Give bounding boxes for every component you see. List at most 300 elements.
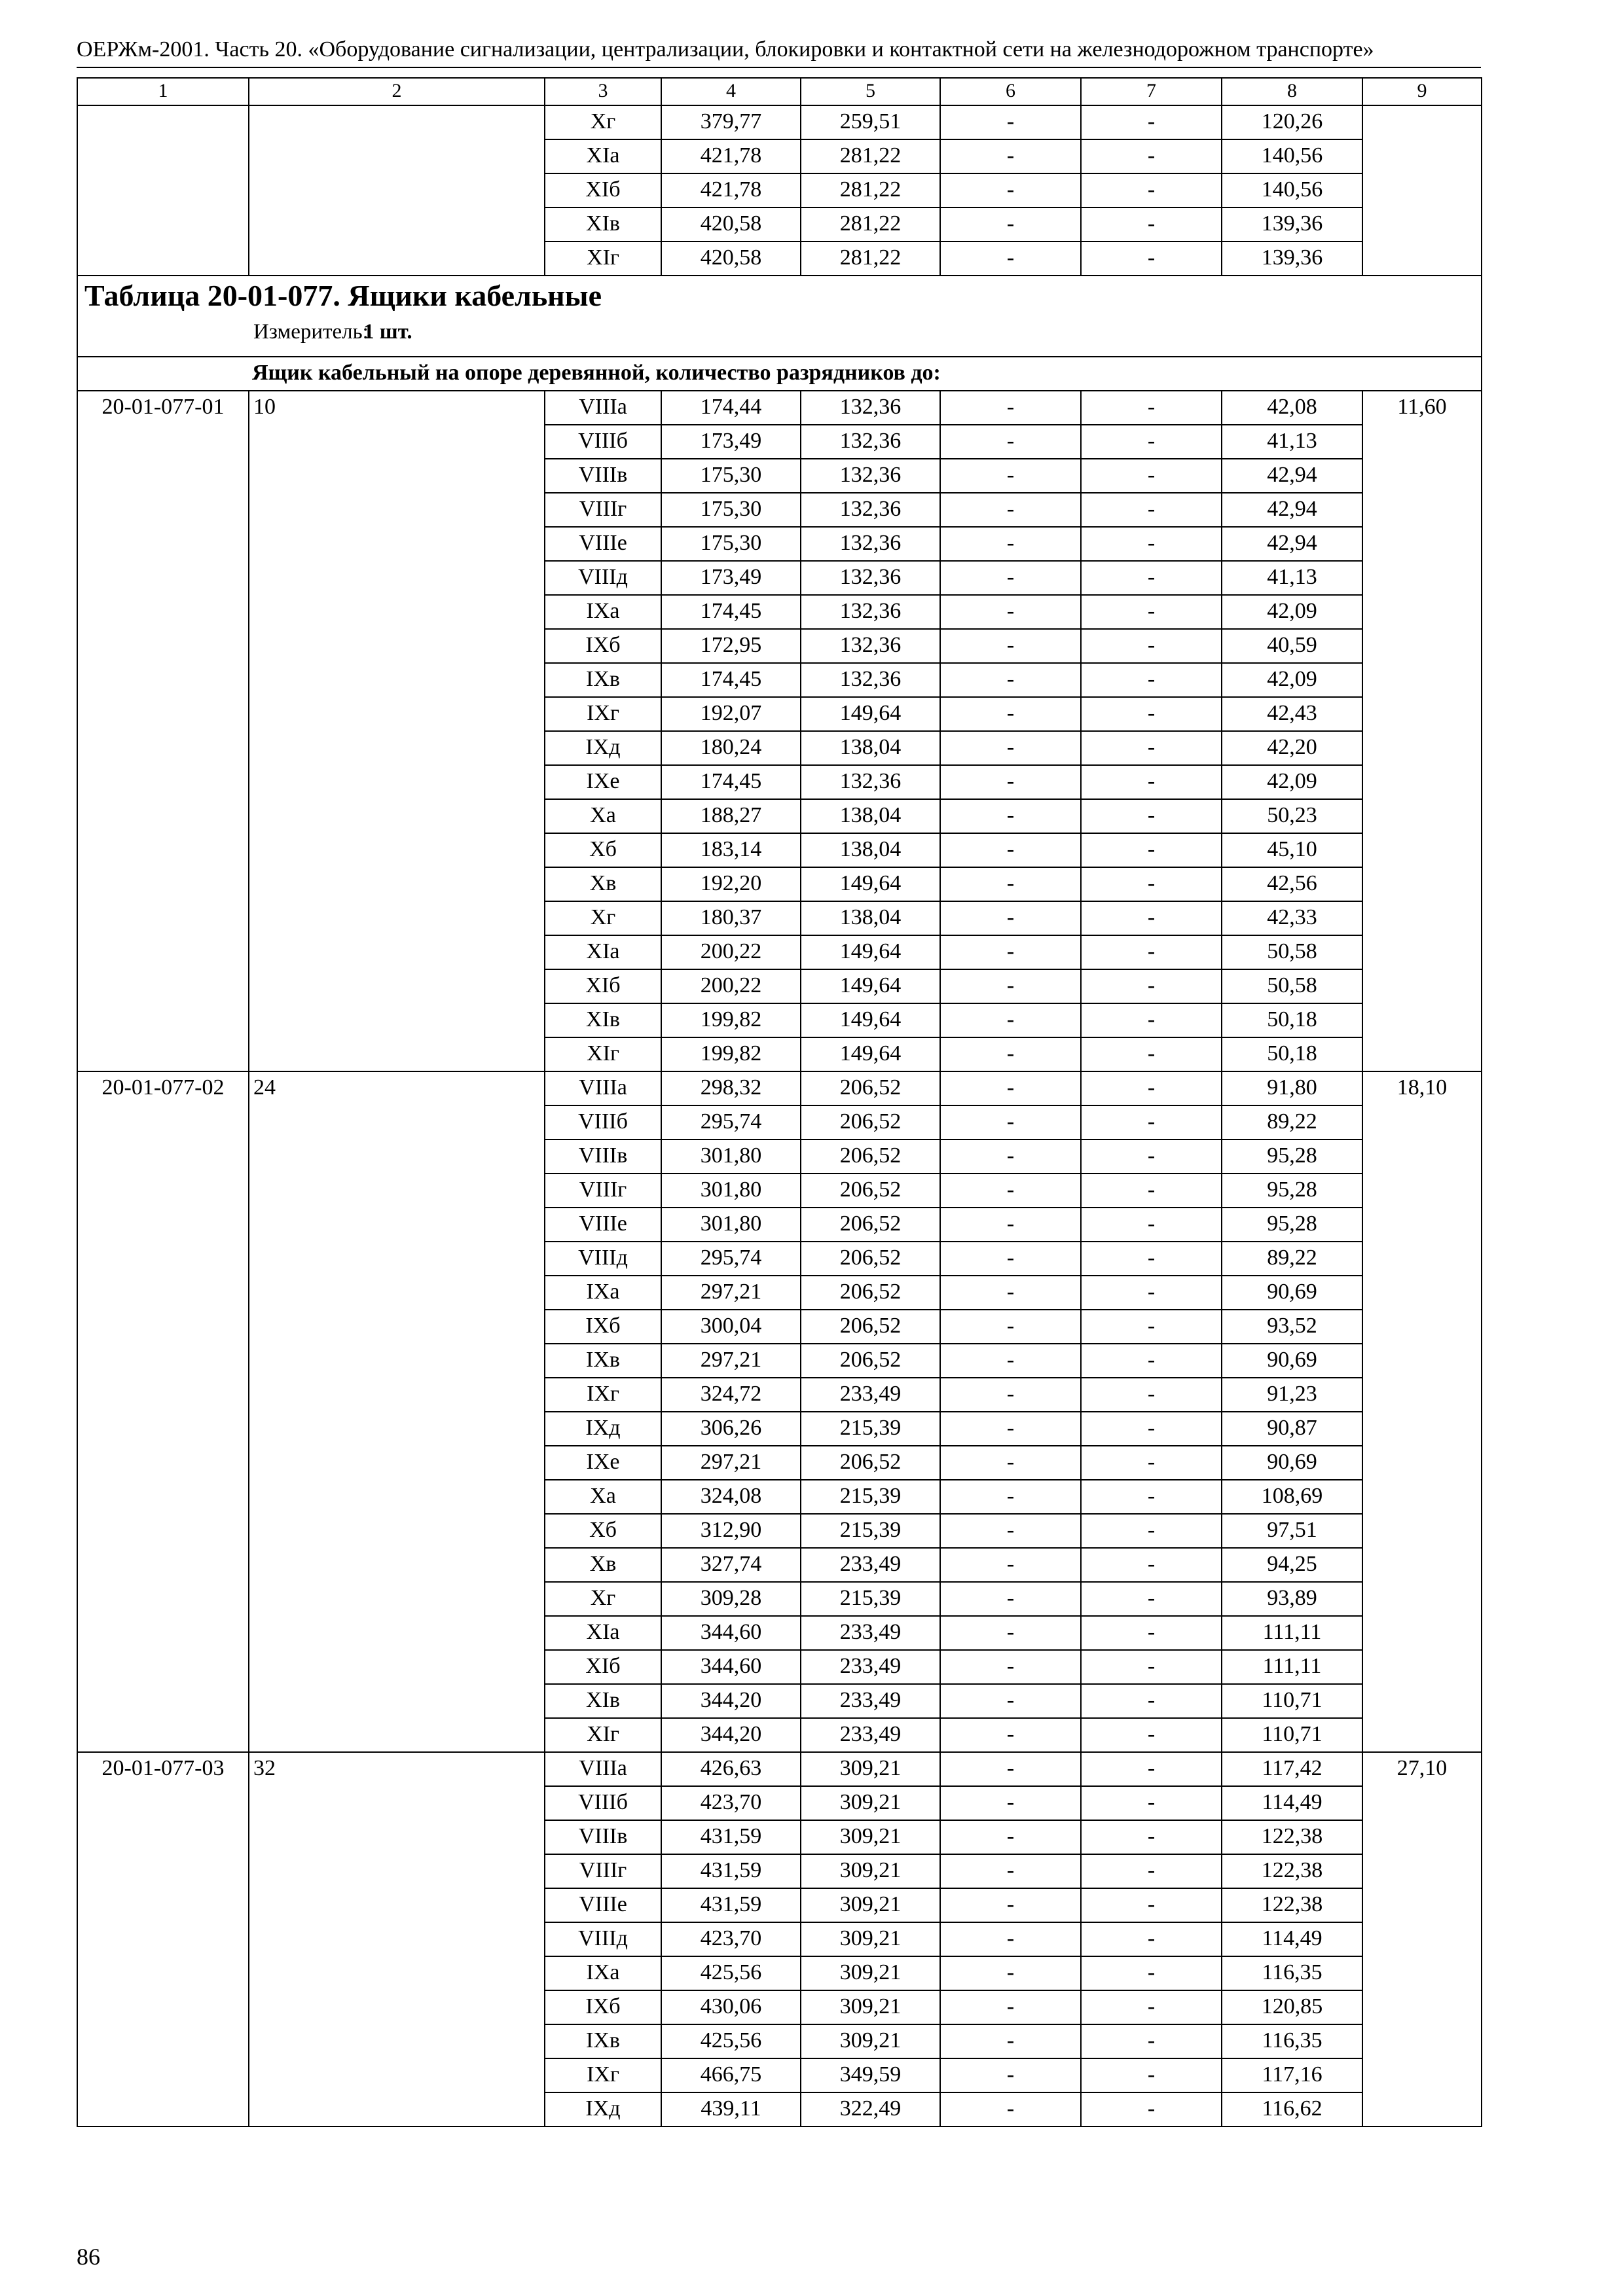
value-cell: VIIIа (545, 391, 661, 425)
value-cell: XIг (545, 1037, 661, 1071)
column-number-row (77, 78, 1482, 105)
value-cell: - (940, 1990, 1081, 2024)
value-cell: - (1081, 1174, 1222, 1208)
column-number: 4 (661, 78, 801, 105)
value-cell: - (940, 1208, 1081, 1242)
value-cell: 50,58 (1222, 969, 1362, 1003)
value-cell: 420,58 (661, 207, 801, 242)
value-cell: - (940, 969, 1081, 1003)
value-cell: - (1081, 1582, 1222, 1616)
value-cell: 309,28 (661, 1582, 801, 1616)
value-cell: 206,52 (801, 1174, 940, 1208)
value-cell: 45,10 (1222, 833, 1362, 867)
value-cell: - (1081, 1752, 1222, 1786)
unit-label: Измеритель: (253, 320, 369, 344)
value-cell: 132,36 (801, 459, 940, 493)
value-cell: 110,71 (1222, 1684, 1362, 1718)
value-cell: 122,38 (1222, 1888, 1362, 1922)
value-cell: - (940, 1820, 1081, 1854)
value-cell: - (1081, 1548, 1222, 1582)
value-cell: - (940, 1139, 1081, 1174)
value-cell: - (1081, 697, 1222, 731)
value-cell: 40,59 (1222, 629, 1362, 663)
value-cell: 138,04 (801, 799, 940, 833)
value-cell: - (1081, 731, 1222, 765)
value-cell: 42,94 (1222, 527, 1362, 561)
value-cell: 139,36 (1222, 207, 1362, 242)
value-cell: XIб (545, 1650, 661, 1684)
value-cell: 132,36 (801, 425, 940, 459)
value-cell: - (1081, 1412, 1222, 1446)
value-cell: VIIIа (545, 1752, 661, 1786)
value-cell: VIIIв (545, 1139, 661, 1174)
value-cell: - (940, 901, 1081, 935)
value-cell: 111,11 (1222, 1650, 1362, 1684)
value-cell: 120,26 (1222, 105, 1362, 139)
value-cell: 120,85 (1222, 1990, 1362, 2024)
value-cell: - (1081, 1990, 1222, 2024)
value-cell: 309,21 (801, 1752, 940, 1786)
value-cell: - (940, 1003, 1081, 1037)
value-cell: - (1081, 493, 1222, 527)
value-cell: 306,26 (661, 1412, 801, 1446)
value-cell: 116,62 (1222, 2092, 1362, 2126)
value-cell: 206,52 (801, 1139, 940, 1174)
value-cell: 180,37 (661, 901, 801, 935)
value-cell: - (940, 1888, 1081, 1922)
value-cell: - (940, 1105, 1081, 1139)
value-cell: 206,52 (801, 1276, 940, 1310)
value-cell: 421,78 (661, 173, 801, 207)
value-cell: - (1081, 139, 1222, 173)
value-cell: - (940, 1650, 1081, 1684)
value-cell: - (1081, 2058, 1222, 2092)
value-cell: - (940, 1582, 1081, 1616)
value-cell: 42,08 (1222, 391, 1362, 425)
value-cell: VIIIб (545, 425, 661, 459)
rate-name: 24 (249, 1071, 545, 1752)
value-cell: 431,59 (661, 1888, 801, 1922)
value-cell: 466,75 (661, 2058, 801, 2092)
value-cell: - (1081, 1718, 1222, 1752)
value-cell: VIIIг (545, 493, 661, 527)
value-cell: 233,49 (801, 1548, 940, 1582)
value-cell: 42,94 (1222, 459, 1362, 493)
value-cell: 233,49 (801, 1650, 940, 1684)
value-cell: VIIIг (545, 1854, 661, 1888)
value-cell: 233,49 (801, 1718, 940, 1752)
value-cell: - (1081, 1208, 1222, 1242)
value-cell: IXе (545, 765, 661, 799)
value-cell: - (1081, 1139, 1222, 1174)
value-cell: 91,80 (1222, 1071, 1362, 1105)
value-cell: 425,56 (661, 1956, 801, 1990)
rate-code: 20-01-077-03 (77, 1752, 249, 2126)
value-cell: 90,69 (1222, 1276, 1362, 1310)
value-cell: - (1081, 969, 1222, 1003)
value-cell: - (1081, 561, 1222, 595)
value-cell: - (1081, 1854, 1222, 1888)
value-cell: IXа (545, 1276, 661, 1310)
value-cell: - (1081, 1105, 1222, 1139)
col9-value: 11,60 (1362, 391, 1482, 1071)
value-cell: - (940, 2092, 1081, 2126)
value-cell: Xв (545, 867, 661, 901)
value-cell: 215,39 (801, 1480, 940, 1514)
value-cell: 174,45 (661, 765, 801, 799)
value-cell: 188,27 (661, 799, 801, 833)
value-cell: 344,60 (661, 1616, 801, 1650)
value-cell: 42,94 (1222, 493, 1362, 527)
value-cell: 344,20 (661, 1684, 801, 1718)
value-cell: 309,21 (801, 1820, 940, 1854)
value-cell: - (1081, 765, 1222, 799)
value-cell: 138,04 (801, 833, 940, 867)
value-cell: - (1081, 1956, 1222, 1990)
value-cell: - (940, 1174, 1081, 1208)
value-cell: 298,32 (661, 1071, 801, 1105)
value-cell: - (940, 1378, 1081, 1412)
value-cell: - (1081, 1616, 1222, 1650)
value-cell: 93,52 (1222, 1310, 1362, 1344)
value-cell: 297,21 (661, 1446, 801, 1480)
value-cell: 173,49 (661, 425, 801, 459)
value-cell: 174,45 (661, 595, 801, 629)
value-cell: - (940, 1310, 1081, 1344)
value-cell: - (1081, 1310, 1222, 1344)
unit-value: 1 шт. (363, 320, 412, 344)
value-cell: 206,52 (801, 1105, 940, 1139)
value-cell: - (940, 833, 1081, 867)
value-cell: 175,30 (661, 527, 801, 561)
value-cell: 301,80 (661, 1174, 801, 1208)
value-cell: 426,63 (661, 1752, 801, 1786)
value-cell: 95,28 (1222, 1174, 1362, 1208)
value-cell: - (940, 527, 1081, 561)
rate-code: 20-01-077-02 (77, 1071, 249, 1752)
value-cell: - (940, 799, 1081, 833)
value-cell: 117,42 (1222, 1752, 1362, 1786)
value-cell: 300,04 (661, 1310, 801, 1344)
value-cell: VIIIд (545, 1242, 661, 1276)
value-cell: - (940, 1752, 1081, 1786)
value-cell: XIб (545, 173, 661, 207)
col9-cell (1362, 105, 1482, 276)
value-cell: 132,36 (801, 493, 940, 527)
value-cell: 149,64 (801, 697, 940, 731)
value-cell: 149,64 (801, 935, 940, 969)
value-cell: - (940, 105, 1081, 139)
value-cell: 309,21 (801, 1922, 940, 1956)
value-cell: 42,20 (1222, 731, 1362, 765)
value-cell: 324,72 (661, 1378, 801, 1412)
value-cell: VIIIб (545, 1105, 661, 1139)
value-cell: XIа (545, 139, 661, 173)
value-cell: XIв (545, 1003, 661, 1037)
column-number: 3 (545, 78, 661, 105)
value-cell: IXб (545, 1310, 661, 1344)
value-cell: - (1081, 1003, 1222, 1037)
value-cell: 431,59 (661, 1854, 801, 1888)
value-cell: 138,04 (801, 901, 940, 935)
value-cell: 206,52 (801, 1344, 940, 1378)
value-cell: - (1081, 1650, 1222, 1684)
value-cell: - (1081, 1514, 1222, 1548)
subheader-row (77, 357, 1482, 391)
rates-table (77, 77, 1482, 2127)
value-cell: 215,39 (801, 1582, 940, 1616)
table-row (77, 391, 1482, 425)
value-cell: IXе (545, 1446, 661, 1480)
value-cell: - (940, 1242, 1081, 1276)
value-cell: - (940, 242, 1081, 276)
value-cell: 309,21 (801, 2024, 940, 2058)
value-cell: Xа (545, 1480, 661, 1514)
value-cell: - (1081, 1786, 1222, 1820)
value-cell: VIIIд (545, 561, 661, 595)
value-cell: IXа (545, 1956, 661, 1990)
value-cell: - (940, 935, 1081, 969)
value-cell: 90,87 (1222, 1412, 1362, 1446)
value-cell: 175,30 (661, 493, 801, 527)
value-cell: 192,07 (661, 697, 801, 731)
value-cell: - (1081, 105, 1222, 139)
table-row (77, 1752, 1482, 1786)
value-cell: 42,09 (1222, 663, 1362, 697)
value-cell: 423,70 (661, 1922, 801, 1956)
value-cell: 180,24 (661, 731, 801, 765)
value-cell: VIIIб (545, 1786, 661, 1820)
value-cell: - (940, 493, 1081, 527)
value-cell: 93,89 (1222, 1582, 1362, 1616)
value-cell: 173,49 (661, 561, 801, 595)
column-number: 8 (1222, 78, 1362, 105)
value-cell: 94,25 (1222, 1548, 1362, 1582)
value-cell: 50,58 (1222, 935, 1362, 969)
value-cell: - (1081, 867, 1222, 901)
value-cell: - (1081, 1037, 1222, 1071)
value-cell: - (1081, 1922, 1222, 1956)
value-cell: VIIIе (545, 1208, 661, 1242)
value-cell: 91,23 (1222, 1378, 1362, 1412)
value-cell: - (1081, 1276, 1222, 1310)
code-cell (77, 105, 249, 276)
value-cell: 322,49 (801, 2092, 940, 2126)
value-cell: - (1081, 459, 1222, 493)
value-cell: 324,08 (661, 1480, 801, 1514)
value-cell: - (940, 1718, 1081, 1752)
header-rule (77, 67, 1481, 68)
value-cell: - (1081, 833, 1222, 867)
column-number: 9 (1362, 78, 1482, 105)
value-cell: 149,64 (801, 867, 940, 901)
value-cell: 139,36 (1222, 242, 1362, 276)
value-cell: 309,21 (801, 1956, 940, 1990)
value-cell: - (940, 173, 1081, 207)
running-header: ОЕРЖм-2001. Часть 20. «Оборудование сигнализации, централизации, блокировки и контактной сети на железнодорожном транспорте» (77, 37, 1374, 62)
value-cell: 132,36 (801, 629, 940, 663)
value-cell: - (1081, 242, 1222, 276)
value-cell: VIIIв (545, 459, 661, 493)
value-cell: 149,64 (801, 1037, 940, 1071)
table-row (77, 1071, 1482, 1105)
value-cell: 41,13 (1222, 561, 1362, 595)
value-cell: 122,38 (1222, 1854, 1362, 1888)
value-cell: - (940, 1037, 1081, 1071)
value-cell: - (1081, 799, 1222, 833)
value-cell: - (940, 1956, 1081, 1990)
value-cell: - (1081, 173, 1222, 207)
value-cell: 89,22 (1222, 1105, 1362, 1139)
value-cell: 439,11 (661, 2092, 801, 2126)
value-cell: 140,56 (1222, 173, 1362, 207)
value-cell: VIIIе (545, 527, 661, 561)
value-cell: 312,90 (661, 1514, 801, 1548)
value-cell: XIг (545, 242, 661, 276)
value-cell: - (1081, 2024, 1222, 2058)
value-cell: IXг (545, 1378, 661, 1412)
value-cell: IXд (545, 1412, 661, 1446)
value-cell: 41,13 (1222, 425, 1362, 459)
value-cell: - (940, 1616, 1081, 1650)
value-cell: Xг (545, 105, 661, 139)
value-cell: - (1081, 391, 1222, 425)
value-cell: 110,71 (1222, 1718, 1362, 1752)
value-cell: Xб (545, 1514, 661, 1548)
value-cell: 140,56 (1222, 139, 1362, 173)
value-cell: VIIIе (545, 1888, 661, 1922)
value-cell: 50,18 (1222, 1003, 1362, 1037)
value-cell: 344,60 (661, 1650, 801, 1684)
value-cell: IXб (545, 1990, 661, 2024)
column-number: 2 (249, 78, 545, 105)
value-cell: - (940, 459, 1081, 493)
value-cell: 122,38 (1222, 1820, 1362, 1854)
value-cell: 95,28 (1222, 1208, 1362, 1242)
value-cell: - (1081, 1480, 1222, 1514)
value-cell: 295,74 (661, 1242, 801, 1276)
value-cell: 114,49 (1222, 1786, 1362, 1820)
value-cell: 42,09 (1222, 595, 1362, 629)
value-cell: 215,39 (801, 1412, 940, 1446)
value-cell: 206,52 (801, 1071, 940, 1105)
value-cell: 132,36 (801, 391, 940, 425)
value-cell: 149,64 (801, 969, 940, 1003)
value-cell: - (1081, 901, 1222, 935)
value-cell: - (1081, 1378, 1222, 1412)
value-cell: - (1081, 207, 1222, 242)
subheader-cell: Ящик кабельный на опоре деревянной, количество разрядников до: (77, 357, 1482, 391)
value-cell: VIIIв (545, 1820, 661, 1854)
value-cell: - (940, 1786, 1081, 1820)
value-cell: 309,21 (801, 1888, 940, 1922)
value-cell: 233,49 (801, 1684, 940, 1718)
value-cell: 95,28 (1222, 1139, 1362, 1174)
value-cell: - (940, 1480, 1081, 1514)
value-cell: Xв (545, 1548, 661, 1582)
value-cell: IXв (545, 663, 661, 697)
value-cell: - (1081, 663, 1222, 697)
value-cell: 281,22 (801, 242, 940, 276)
value-cell: 42,33 (1222, 901, 1362, 935)
rate-name: 10 (249, 391, 545, 1071)
value-cell: Xа (545, 799, 661, 833)
value-cell: Xб (545, 833, 661, 867)
value-cell: 199,82 (661, 1037, 801, 1071)
name-cell (249, 105, 545, 276)
value-cell: 327,74 (661, 1548, 801, 1582)
value-cell: 42,43 (1222, 697, 1362, 731)
section-title-row (77, 276, 1482, 357)
value-cell: - (940, 731, 1081, 765)
value-cell: 309,21 (801, 1786, 940, 1820)
rate-name: 32 (249, 1752, 545, 2126)
value-cell: - (1081, 2092, 1222, 2126)
column-number: 6 (940, 78, 1081, 105)
page-number: 86 (77, 2244, 100, 2270)
value-cell: - (1081, 1242, 1222, 1276)
value-cell: 281,22 (801, 139, 940, 173)
value-cell: 90,69 (1222, 1446, 1362, 1480)
value-cell: 423,70 (661, 1786, 801, 1820)
value-cell: 430,06 (661, 1990, 801, 2024)
value-cell: - (940, 2058, 1081, 2092)
value-cell: - (1081, 595, 1222, 629)
value-cell: 379,77 (661, 105, 801, 139)
value-cell: XIв (545, 207, 661, 242)
value-cell: Xг (545, 901, 661, 935)
value-cell: 174,45 (661, 663, 801, 697)
value-cell: 215,39 (801, 1514, 940, 1548)
value-cell: 206,52 (801, 1310, 940, 1344)
value-cell: - (940, 629, 1081, 663)
value-cell: XIв (545, 1684, 661, 1718)
value-cell: 175,30 (661, 459, 801, 493)
value-cell: - (1081, 1071, 1222, 1105)
value-cell: VIIIа (545, 1071, 661, 1105)
value-cell: 114,49 (1222, 1922, 1362, 1956)
value-cell: - (940, 1684, 1081, 1718)
value-cell: - (940, 1548, 1081, 1582)
value-cell: - (940, 207, 1081, 242)
value-cell: 281,22 (801, 207, 940, 242)
value-cell: 233,49 (801, 1378, 940, 1412)
col9-value: 18,10 (1362, 1071, 1482, 1752)
value-cell: XIг (545, 1718, 661, 1752)
table-row (77, 105, 1482, 139)
value-cell: 200,22 (661, 969, 801, 1003)
value-cell: 295,74 (661, 1105, 801, 1139)
value-cell: IXв (545, 2024, 661, 2058)
value-cell: 89,22 (1222, 1242, 1362, 1276)
rate-code: 20-01-077-01 (77, 391, 249, 1071)
value-cell: - (940, 561, 1081, 595)
value-cell: 116,35 (1222, 1956, 1362, 1990)
value-cell: - (940, 2024, 1081, 2058)
value-cell: - (940, 697, 1081, 731)
value-cell: 42,09 (1222, 765, 1362, 799)
value-cell: 344,20 (661, 1718, 801, 1752)
value-cell: 297,21 (661, 1344, 801, 1378)
value-cell: IXг (545, 2058, 661, 2092)
value-cell: - (1081, 935, 1222, 969)
value-cell: - (1081, 1888, 1222, 1922)
value-cell: VIIIд (545, 1922, 661, 1956)
value-cell: 206,52 (801, 1446, 940, 1480)
value-cell: 132,36 (801, 663, 940, 697)
value-cell: - (940, 663, 1081, 697)
value-cell: - (940, 1854, 1081, 1888)
